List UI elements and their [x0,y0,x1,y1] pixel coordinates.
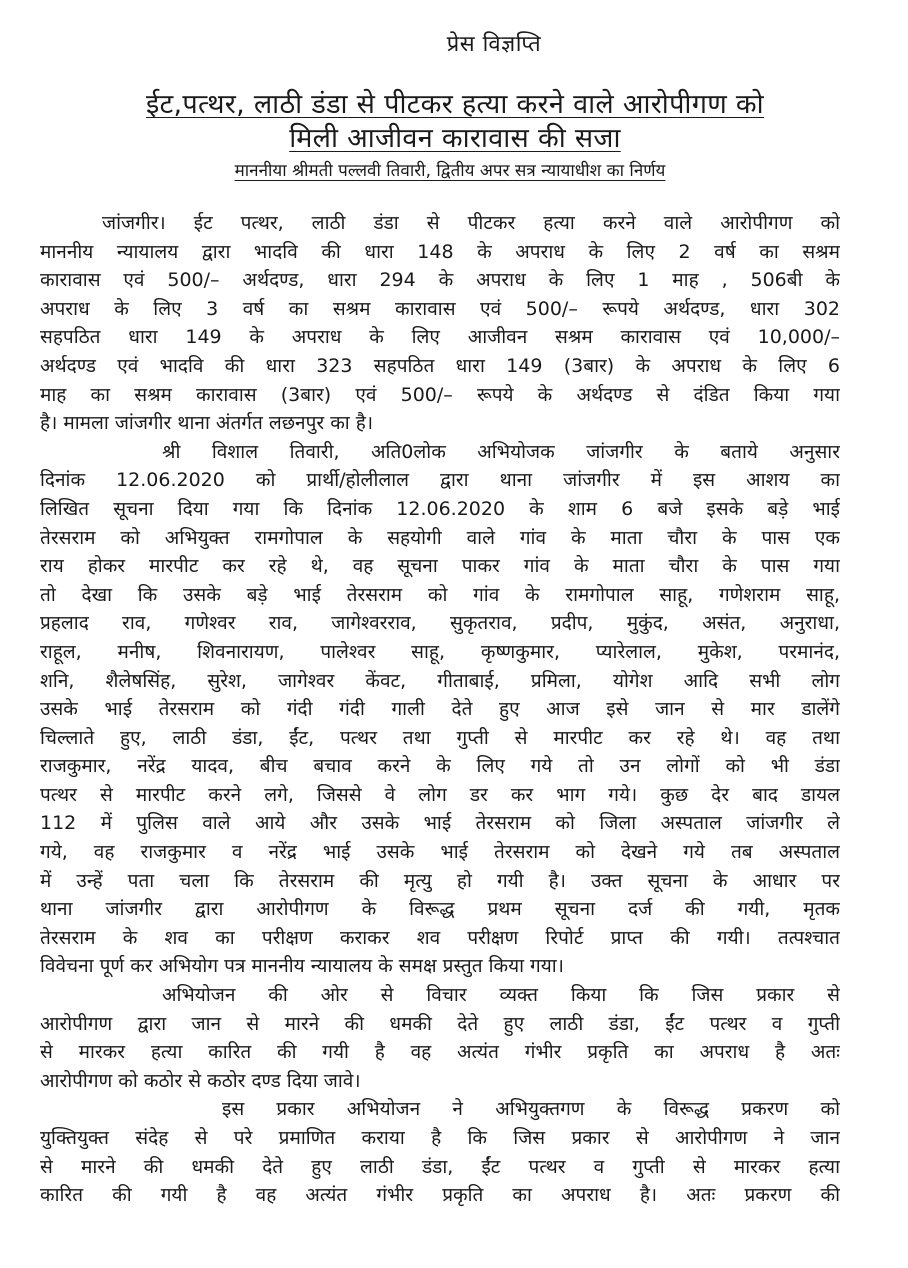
text-line: में उन्हें पता चला कि तेरसराम की मृत्यु हो गयी है। उक्त सूचना के आधार पर [40,869,840,892]
text-line: चिल्लाते हुए, लाठी डंडा, ईंट, पत्थर तथा गुप्ती से मारपीट कर रहे थे। वह तथा [40,726,840,749]
text-line: थाना जांजगीर द्वारा आरोपीगण के विरूद्ध प्रथम सूचना दर्ज की गयी, मृतक [40,898,840,921]
headline-line-1: ईट,पत्थर, लाठी डंडा से पीटकर हत्या करने वाले आरोपीगण को [146,89,764,120]
text-line: तेरसराम के शव का परीक्षण कराकर शव परीक्षण रिपोर्ट प्राप्त की गयी। तत्पश्चात [40,926,840,949]
text-line: राजकुमार, नरेंद्र यादव, बीच बचाव करने के लिए गये तो उन लोगों को भी डंडा [40,755,840,778]
text-line: सहपठित धारा 149 के अपराध के लिए आजीवन सश्रम कारावास एवं 10,000/– [40,326,840,349]
text-line: तेरसराम को अभियुक्त रामगोपाल के सहयोगी वाले गांव के माता चौरा के पास एक [40,526,840,549]
text-line: पत्थर से मारपीट करने लगे, जिससे वे लोग डर कर भाग गये। कुछ देर बाद डायल [40,783,840,806]
text-line: आरोपीगण को कठोर से कठोर दण्ड दिया जावे। [40,1069,361,1092]
paragraph-incident [40,438,840,981]
text-line: दिनांक 12.06.2020 को प्रार्थी/होलीलाल द्वारा थाना जांजगीर में इस आशय का [40,469,840,492]
text-line: कारित की गयी है वह अत्यंत गंभीर प्रकृति का अपराध है। अतः प्रकरण की [40,1184,840,1207]
text-line: श्री विशाल तिवारी, अति0लोक अभियोजक जांजगीर के बताये अनुसार [162,440,840,463]
text-line: तो देखा कि उसके बड़े भाई तेरसराम को गांव के रामगोपाल साहू, गणेशराम साहू, [40,583,840,606]
text-line: राहूल, मनीष, शिवनारायण, पालेश्वर साहू, कृष्णकुमार, प्यारेलाल, मुकेश, परमानंद, [40,640,840,663]
text-line: राय होकर मारपीट कर रहे थे, वह सूचना पाकर गांव के माता चौरा के पास गया [40,555,840,578]
text-line: लिखित सूचना दिया गया कि दिनांक 12.06.2020 के शाम 6 बजे इसके बड़े भाई [40,497,840,520]
text-line: कारावास एवं 500/– अर्थदण्ड, धारा 294 के अपराध के लिए 1 माह , 506बी के [40,269,840,292]
text-line: अर्थदण्ड एवं भादवि की धारा 323 सहपठित धारा 149 (3बार) के अपराध के लिए 6 [40,354,840,377]
text-line: विवेचना पूर्ण कर अभियोग पत्र माननीय न्यायालय के समक्ष प्रस्तुत किया गया। [40,955,564,978]
text-line: 112 में पुलिस वाले आये और उसके भाई तेरसराम को जिला अस्पताल जांजगीर ले [40,812,840,835]
text-line: प्रहलाद राव, गणेश्वर राव, जागेश्वरराव, सुकृतराव, प्रदीप, मुकुंद, असंत, अनुराधा, [40,612,840,635]
text-line: शनि, शैलेषसिंह, सुरेश, जागेश्वर केंवट, गीताबाई, प्रमिला, योगेश आदि सभी लोग [40,669,840,692]
document-title: प्रेस विज्ञप्ति [446,32,542,57]
text-line: गये, वह राजकुमार व नरेंद्र भाई उसके भाई तेरसराम को देखने गये तब अस्पताल [40,841,840,864]
headline-line-2: मिली आजीवन कारावास की सजा [289,123,621,154]
text-line: से मारने की धमकी देते हुए लाठी डंडा, ईंट पत्थर व गुप्ती से मारकर हत्या [40,1155,840,1178]
text-line: है। मामला जांजगीर थाना अंतर्गत लछनपुर का है। [40,412,374,435]
text-line: युक्तियुक्त संदेह से परे प्रमाणित कराया है कि जिस प्रकार से आरोपीगण ने जान [40,1127,840,1149]
text-line: अभियोजन की ओर से विचार व्यक्त किया कि जिस प्रकार से [162,984,840,1007]
text-line: आरोपीगण द्वारा जान से मारने की धमकी देते हुए लाठी डंडा, ईंट पत्थर व गुप्ती [40,1012,840,1035]
paragraph-verdict [40,209,840,438]
text-line: माननीय न्यायालय द्वारा भादवि की धारा 148 के अपराध के लिए 2 वर्ष का सश्रम [40,240,840,263]
paragraph-conclusion [40,1095,840,1209]
text-line: उसके भाई तेरसराम को गंदी गंदी गाली देते हुए आज इसे जान से मार डालेंगे [40,698,840,721]
paragraph-prosecution-argument [40,981,840,1095]
document-body [40,209,840,1210]
text-line: इस प्रकार अभियोजन ने अभियुक्तगण के विरूद्ध प्रकरण को [222,1098,840,1121]
text-line: जांजगीर। ईट पत्थर, लाठी डंडा से पीटकर हत्या करने वाले आरोपीगण को [102,212,840,234]
text-line: अपराध के लिए 3 वर्ष का सश्रम कारावास एवं 500/– रूपये अर्थदण्ड, धारा 302 [40,297,840,320]
text-line: माह का सश्रम कारावास (3बार) एवं 500/– रूपये के अर्थदण्ड से दंडित किया गया [40,383,840,406]
subheadline: माननीया श्रीमती पल्लवी तिवारी, द्वितीय अपर सत्र न्यायाधीश का निर्णय [234,161,666,181]
text-line: से मारकर हत्या कारित की गयी है वह अत्यंत गंभीर प्रकृति का अपराध है अतः [40,1041,840,1064]
